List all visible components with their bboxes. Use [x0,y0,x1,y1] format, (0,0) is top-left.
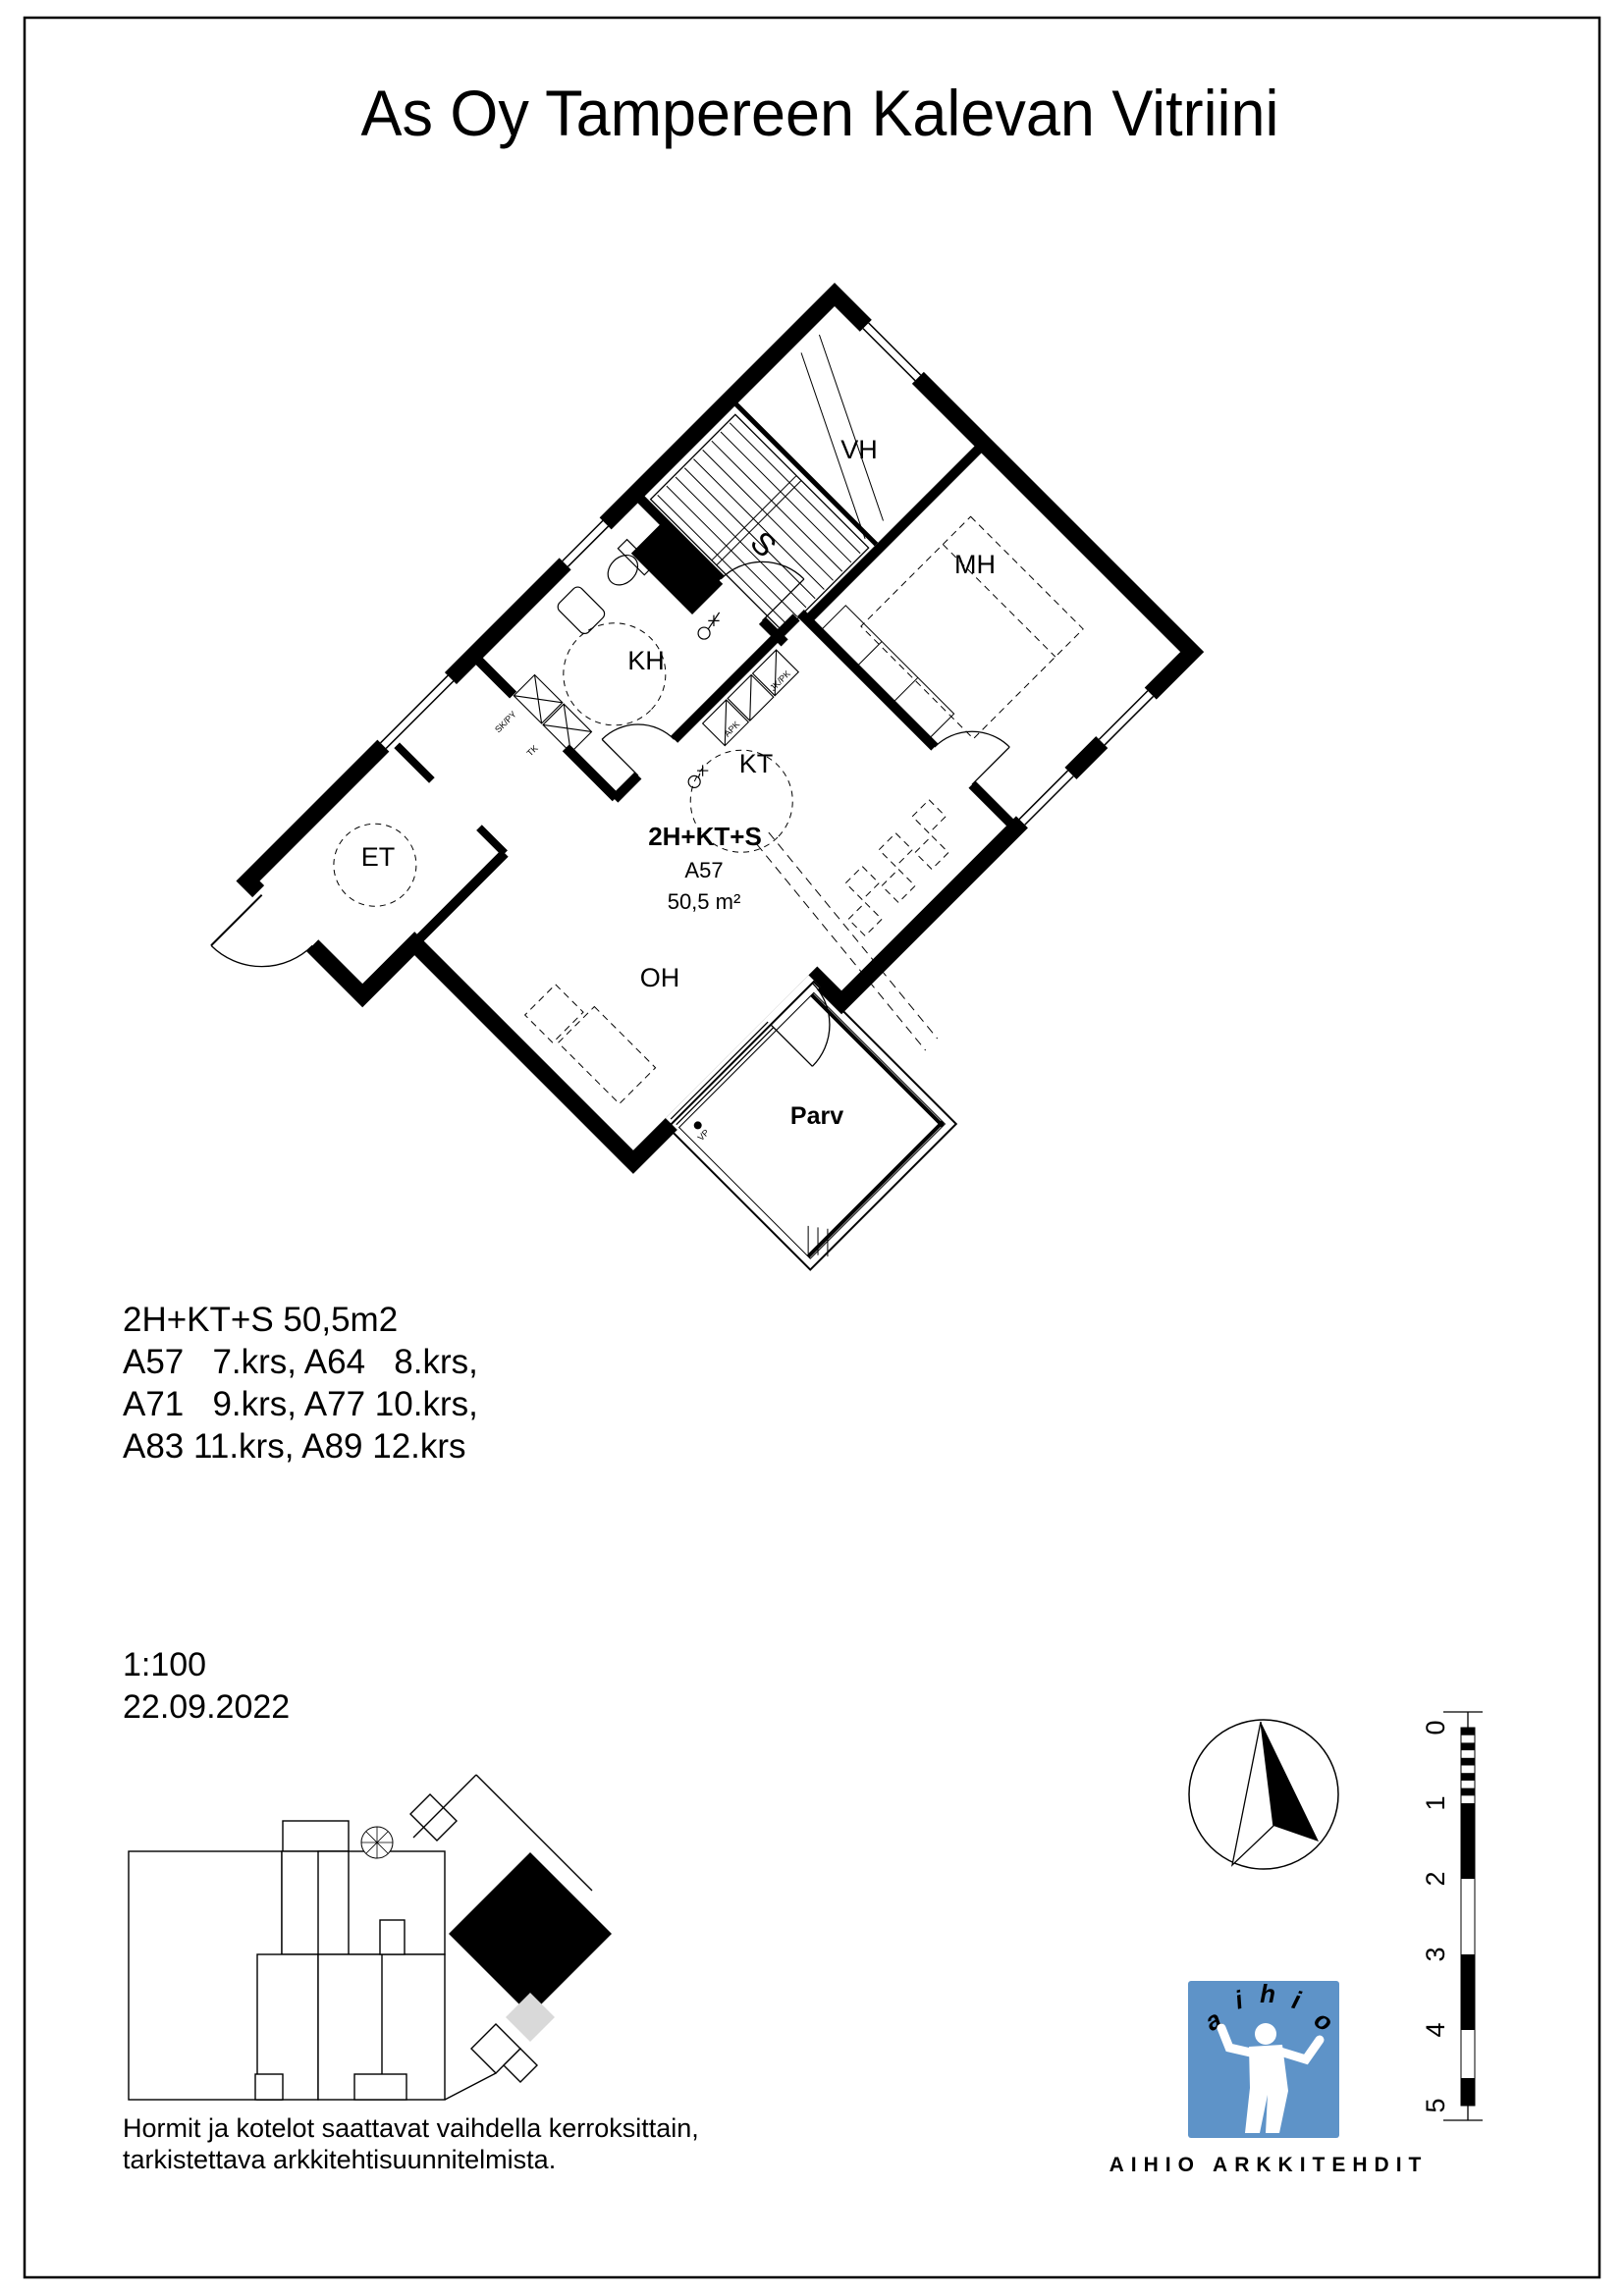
room-label-sauna: S [743,524,784,564]
room-label-oh: OH [639,963,680,992]
scale-bar-labels [1421,1720,1450,2112]
aihio-logo [1188,1979,1339,2138]
key-plan [129,1775,611,2100]
north-arrow-icon [1189,1720,1338,1869]
scale-tick-1: 1 [1421,1795,1450,1811]
logo-letter-i2: i [1288,1984,1304,2015]
scale-label: 1:100 [123,1646,207,1683]
footer-line-2: tarkistettava arkkitehtisuunnitelmista. [123,2145,557,2174]
page-title: As Oy Tampereen Kalevan Vitriini [360,77,1279,149]
info-line-3: A71 9.krs, A77 10.krs, [123,1385,478,1423]
scale-tick-4: 4 [1421,2022,1450,2038]
scale-tick-3: 3 [1421,1947,1450,1962]
fixture-label-fridge: JK/PK [768,668,792,693]
logo-letter-a: a [1199,2003,1227,2037]
unit-area-label: 50,5 m² [667,889,741,914]
room-label-vh: VH [840,435,878,464]
key-plan-balcony [506,1993,555,2042]
scale-tick-2: 2 [1421,1871,1450,1887]
room-label-kh: KH [627,646,665,675]
floor-plan [190,282,1319,1410]
hall-closets [514,674,591,752]
room-label-mh: MH [954,550,996,579]
info-line-4: A83 11.krs, A89 12.krs [123,1427,466,1466]
info-line-1: 2H+KT+S 50,5m2 [123,1301,399,1339]
info-line-2: A57 7.krs, A64 8.krs, [123,1343,478,1381]
key-plan-highlighted-unit [450,1853,611,2014]
company-name: AIHIO ARKKITEHDIT [1109,2154,1429,2176]
balcony-glazing [666,975,856,1165]
fixture-label-closet-right: TK [524,743,540,759]
room-label-kt: KT [738,749,774,778]
unit-type-label: 2H+KT+S [648,822,762,851]
footer-line-1: Hormit ja kotelot saattavat vaihdella kerroksittain, [123,2113,699,2143]
fixture-label-dishwasher: APK [722,719,742,739]
fixture-label-drain: VP [695,1127,712,1144]
windows [377,282,1206,1110]
door-arcs [581,518,1009,946]
date-label: 22.09.2022 [123,1688,291,1726]
unit-id-label: A57 [684,858,724,882]
scale-bar [1421,1712,1483,2120]
scale-tick-0: 0 [1421,1720,1450,1735]
room-label-parv: Parv [789,1102,844,1130]
entry-door [207,884,318,995]
scale-tick-5: 5 [1421,2098,1450,2113]
logo-letter-o: o [1309,2003,1339,2038]
key-plan-stair [361,1827,393,1858]
exterior-walls [247,294,1192,1239]
fixture-label-closet-left: SK/PY [493,709,518,735]
info-block [123,1301,478,1466]
room-label-et: ET [360,842,396,872]
logo-letter-i1: i [1231,1984,1247,2015]
logo-letter-h: h [1260,1979,1275,2008]
